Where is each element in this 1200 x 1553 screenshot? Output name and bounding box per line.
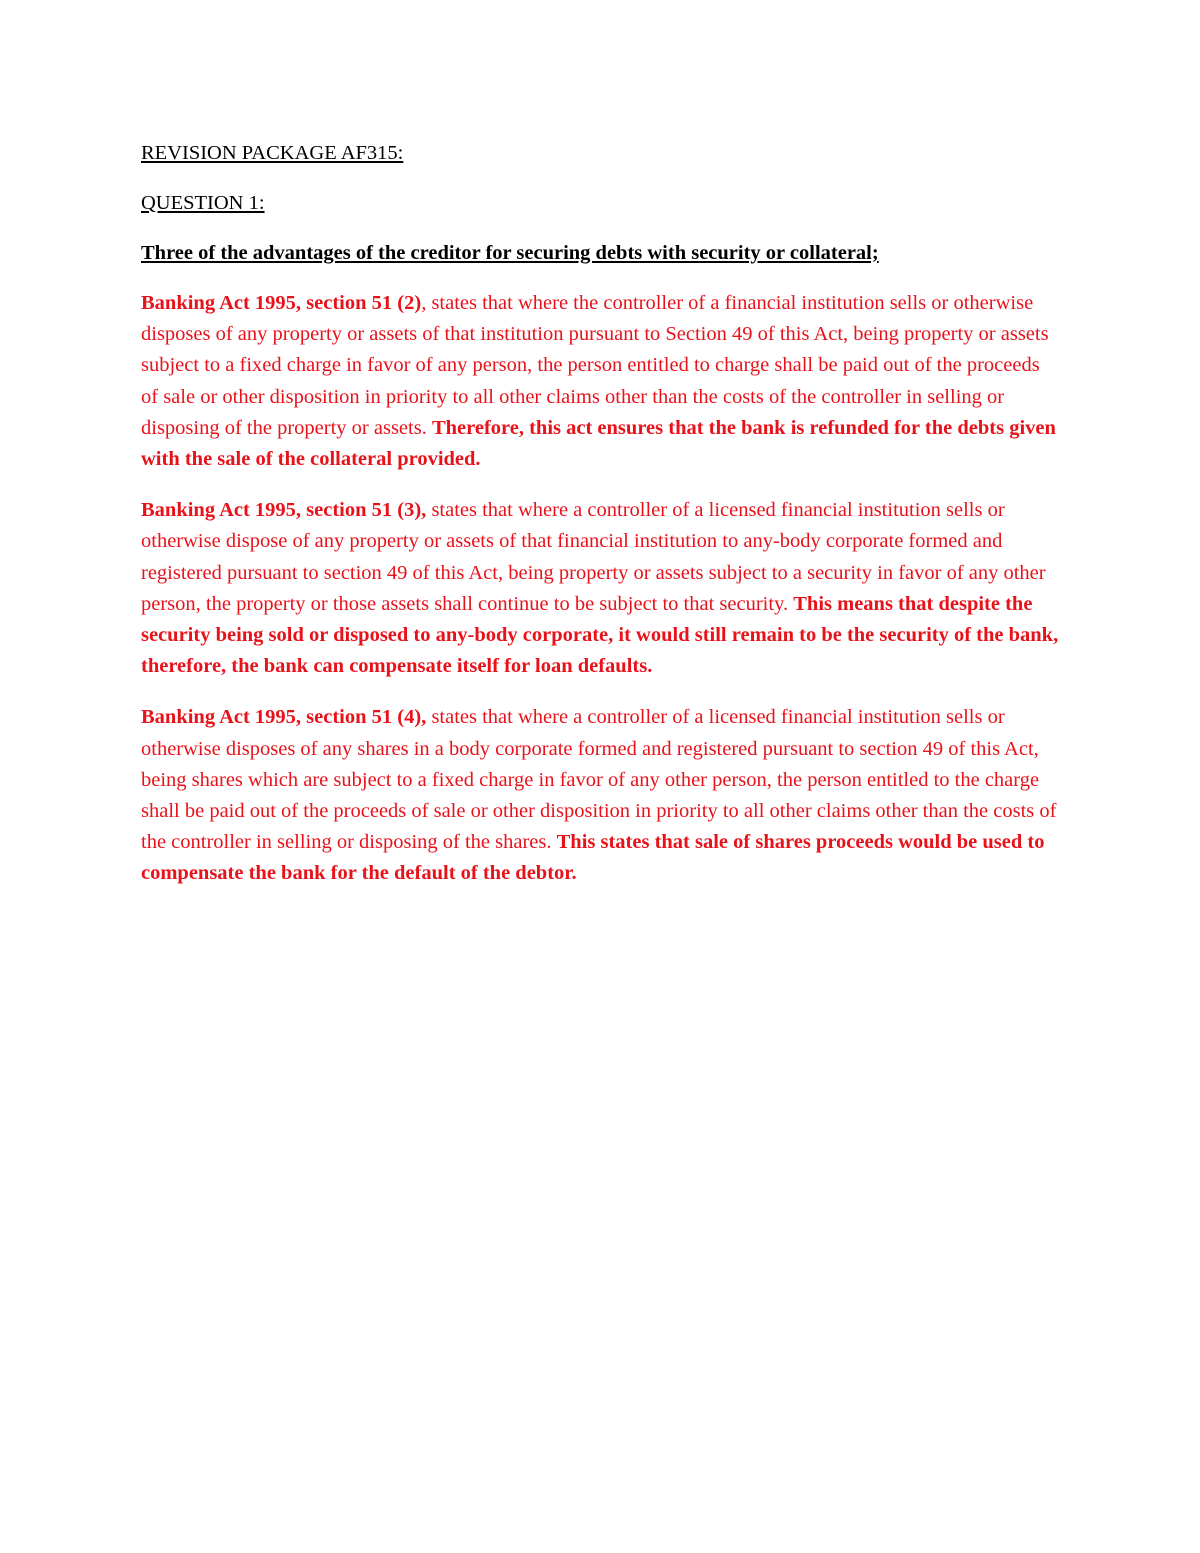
statute-reference: Banking Act 1995, section 51 (3), xyxy=(141,499,427,522)
answer-paragraph-3 xyxy=(141,702,1059,889)
paragraph-conclusion: Therefore, this act ensures that the bank is refunded for the debts given with the sale of the collateral provided. xyxy=(141,416,1056,471)
statute-explanation: states that where a controller of a licensed financial institution sells or otherwise disposes of any shares in a body corporate formed and registered pursuant to section 49 of this Act, being shares which are subject to a fixed charge in favor of any other person, the person entitled to the charge shall be paid out of the proceeds of sale or other disposition in priority to all other claims other than the costs of the controller in selling or disposing of the shares. xyxy=(141,706,1057,854)
paragraph-conclusion: This states that sale of shares proceeds would be used to compensate the bank for the default of the debtor. xyxy=(141,831,1045,885)
question-subheading: Three of the advantages of the creditor for securing debts with security or collateral; xyxy=(141,242,879,264)
statute-explanation: , states that where the controller of a financial institution sells or otherwise disposes of any property or assets of that institution pursuant to Section 49 of this Act, being property or assets subject to a fixed charge in favor of any person, the person entitled to charge shall be paid out of the proceeds of sale or other disposition in priority to all other claims other than the costs of the controller in selling or disposing of the property or assets. xyxy=(141,292,1049,439)
document-title: REVISION PACKAGE AF315: xyxy=(141,142,404,164)
document-body xyxy=(141,138,1059,910)
statute-reference: Banking Act 1995, section 51 (2) xyxy=(141,292,422,314)
statute-reference: Banking Act 1995, section 51 (4), xyxy=(141,706,427,729)
paragraph-conclusion: This means that despite the security being sold or disposed to any-body corporate, it would still remain to be the security of the bank, therefore, the bank can compensate itself for loan defaults. xyxy=(141,592,1059,678)
answer-paragraph-2 xyxy=(141,495,1059,682)
statute-explanation: states that where a controller of a licensed financial institution sells or otherwise dispose of any property or assets of that financial institution to any-body corporate formed and registered pursuant to section 49 of this Act, being property or assets subject to a security in favor of any other person, the property or those assets shall continue to be subject to that security. xyxy=(141,499,1046,615)
question-heading: QUESTION 1: xyxy=(141,192,265,214)
answer-paragraph-1 xyxy=(141,288,1059,475)
